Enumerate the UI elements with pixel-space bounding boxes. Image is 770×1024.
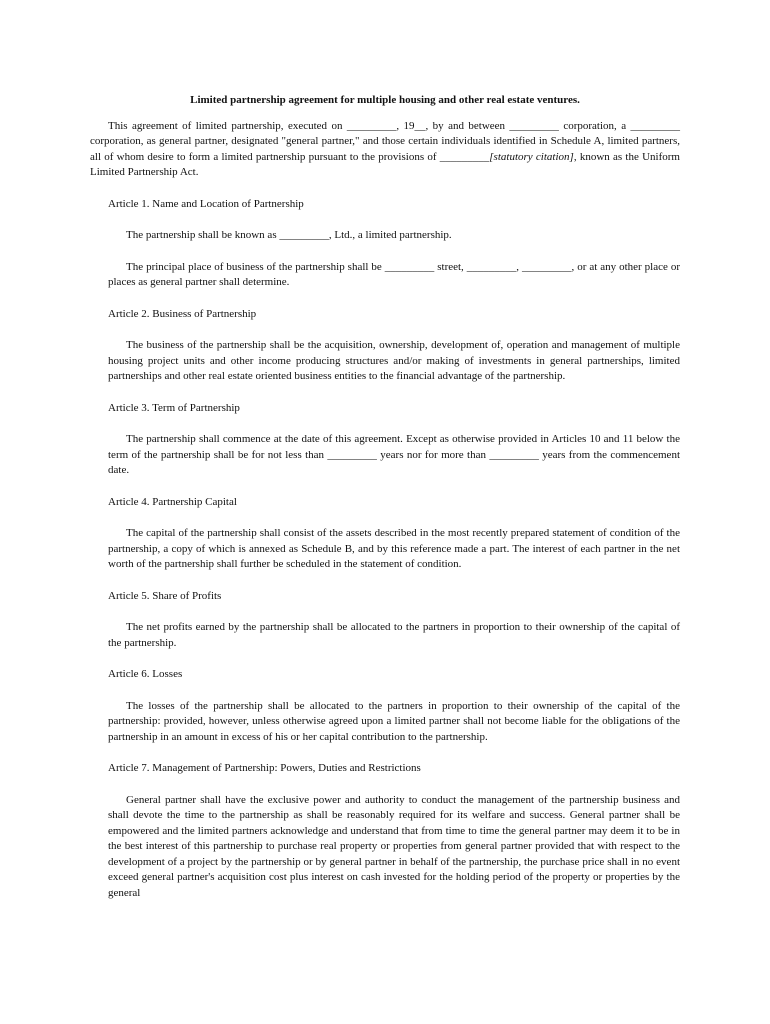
article-4-paragraph-1: The capital of the partnership shall consist of the assets described in the most recently prepared statement of condition of the partnership, a copy of which is annexed as Schedule B, and by this reference made a part. The interest of each partner in the net worth of the partnership shall further be scheduled in the statement of condition. (108, 527, 680, 570)
intro-text-post: , known as the Uniform Limited Partnership Act. (90, 150, 680, 178)
article-1-paragraph-2: The principal place of business of the partnership shall be _________ street, _________, _________, or at any other place or places as general partner shall determine. (108, 260, 680, 288)
article-1-paragraph-1: The partnership shall be known as _________, Ltd., a limited partnership. (126, 229, 452, 241)
article-4-heading: Article 4. Partnership Capital (108, 495, 237, 508)
article-7-paragraph-1: General partner shall have the exclusive power and authority to conduct the management of the partnership business and shall devote the time to the partnership as shall be reasonably required for its welfare and success. General partner shall be empowered and the limited partners acknowledge and understand that from time to time the general partner may deem it to be in the best interest of this partnership to purchase real property or properties from general partner provided that with respect to the development of a project by the partnership or by general partner in behalf of the partnership, the purchase price shall in no event exceed general partner's acquisition cost plus interest on cash invested for the holding period of the property or properties by the general (108, 793, 680, 899)
statutory-citation: [statutory citation] (489, 150, 574, 163)
intro-paragraph (90, 119, 680, 181)
article-3-heading: Article 3. Term of Partnership (108, 401, 240, 414)
intro-text-pre: This agreement of limited partnership, executed on _________, 19__, by and between _________ corporation, a _________ corporation, as general partner, designated "general partner," and those certain individuals identified in Schedule A, limited partners, all of whom desire to form a limited partnership pursuant to the provisions of _________ (90, 119, 680, 163)
article-2-paragraph-1: The business of the partnership shall be the acquisition, ownership, development of, operation and management of multiple housing project units and other income producing structures and/or making of investments in general partnerships, limited partnerships and other real estate oriented business entities to the financial advantage of the partnership. (108, 339, 680, 382)
article-5-heading: Article 5. Share of Profits (108, 589, 222, 602)
article-6-paragraph-1: The losses of the partnership shall be allocated to the partners in proportion to their ownership of the capital of the partnership: provided, however, unless otherwise agreed upon a limited partner shall not become liable for the obligations of the partnership in an amount in excess of his or her capital contribution to the partnership. (108, 699, 680, 743)
article-3-paragraph-1: The partnership shall commence at the date of this agreement. Except as otherwise provided in Articles 10 and 11 below the term of the partnership shall be for not less than _________ years nor for more than _________ years from the commencement date. (108, 433, 680, 476)
document-body (90, 93, 680, 901)
article-6-heading: Article 6. Losses (108, 668, 183, 680)
article-1-heading: Article 1. Name and Location of Partnership (108, 197, 304, 210)
article-2-heading: Article 2. Business of Partnership (108, 307, 257, 320)
article-5-paragraph-1: The net profits earned by the partnership shall be allocated to the partners in proportion to their ownership of the capital of the partnership. (108, 621, 680, 649)
article-7-heading: Article 7. Management of Partnership: Powers, Duties and Restrictions (108, 762, 421, 774)
document-title: Limited partnership agreement for multiple housing and other real estate ventures. (190, 94, 580, 106)
